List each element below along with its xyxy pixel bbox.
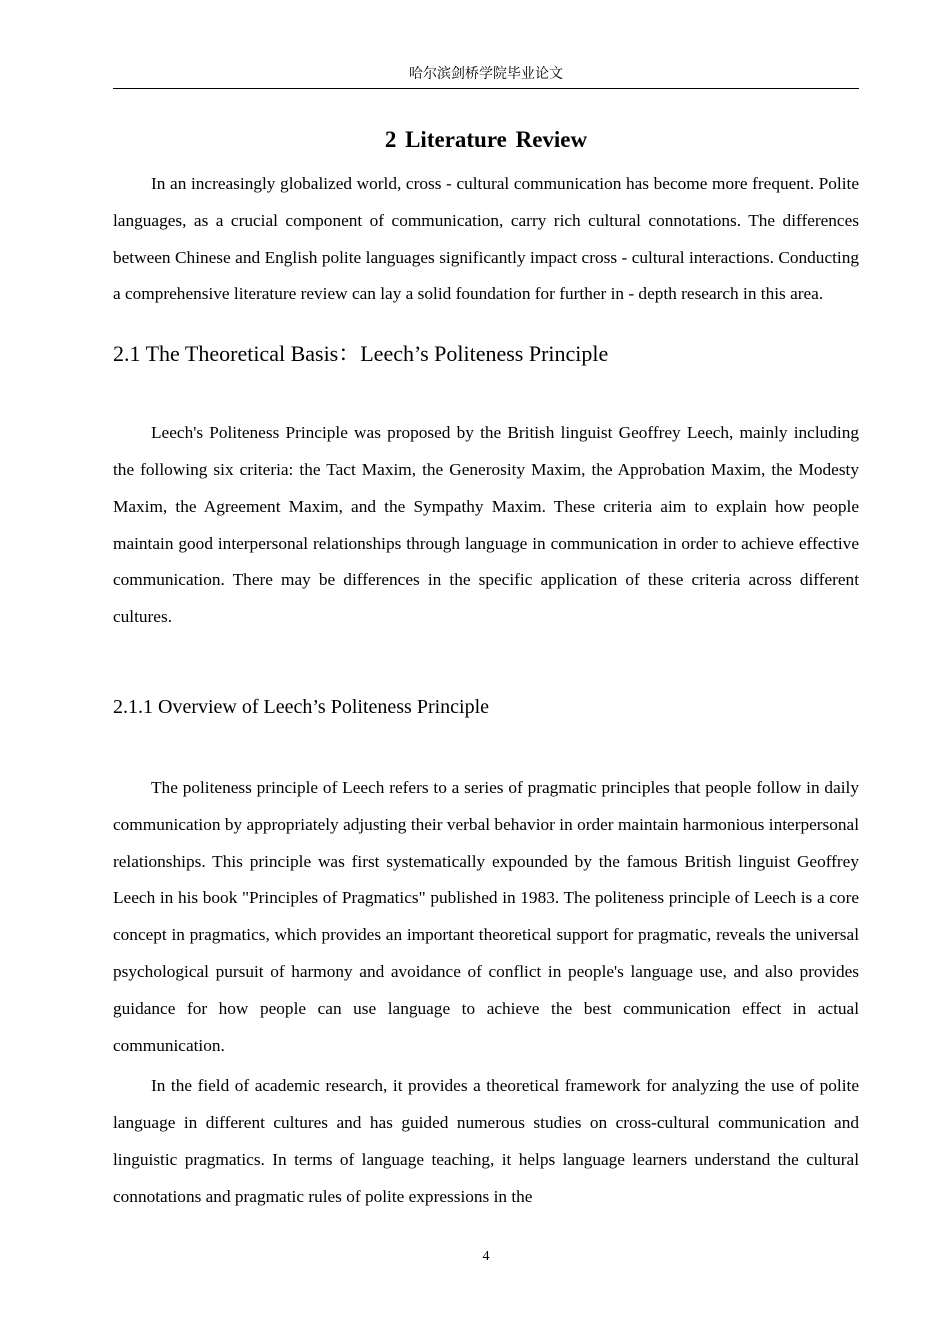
- section-2-1-paragraph: Leech's Politeness Principle was proposed by the British linguist Geoffrey Leech, mainly including the following six criteria: the Tact Maxim, the Generosity Maxim, the Approbation Maxim, the Modesty Maxim, the Agreement Maxim, and the Sympathy Maxim. These criteria aim to explain how people maintain good interpersonal relationships through language in communication in order to achieve effective communication. There may be differences in the specific application of these criteria across different cultures.: [113, 423, 859, 627]
- section-2-1-1-paragraph-2: In the field of academic research, it provides a theoretical framework for analyzing the use of polite language in different cultures and has guided numerous studies on cross-cultural communication and linguistic pragmatics. In terms of language teaching, it helps language learners understand the cultural connotations and pragmatic rules of polite expressions in the: [113, 1076, 859, 1206]
- section-heading-2-1: 2.1 The Theoretical Basis：Leech’s Politeness Principle: [113, 341, 609, 367]
- running-header: 哈尔滨剑桥学院毕业论文: [409, 67, 563, 82]
- header-rule: [113, 88, 859, 89]
- page-number: 4: [482, 1249, 490, 1264]
- chapter-intro-paragraph: In an increasingly globalized world, cross - cultural communication has become more frequent. Polite languages, as a crucial component of communication, carry rich cultural connotations. The differences between Chinese and English polite languages significantly impact cross - cultural interactions. Conducting a comprehensive literature review can lay a solid foundation for further in - depth research in this area.: [113, 174, 859, 304]
- section-2-1-1-paragraph-1: The politeness principle of Leech refers to a series of pragmatic principles that people follow in daily communication by appropriately adjusting their verbal behavior in order maintain harmonious interpersonal relationships. This principle was first systematically expounded by the famous British linguist Geoffrey Leech in his book "Principles of Pragmatics" published in 1983. The politeness principle of Leech is a core concept in pragmatics, which provides an important theoretical support for pragmatic, reveals the universal psychological pursuit of harmony and avoidance of conflict in people's language use, and also provides guidance for how people can use language to achieve the best communication effect in actual communication.: [113, 777, 859, 1055]
- chapter-title: 2 Literature Review: [384, 127, 588, 152]
- page-content: [113, 120, 859, 1216]
- section-heading-2-1-1: 2.1.1 Overview of Leech’s Politeness Principle: [113, 695, 490, 718]
